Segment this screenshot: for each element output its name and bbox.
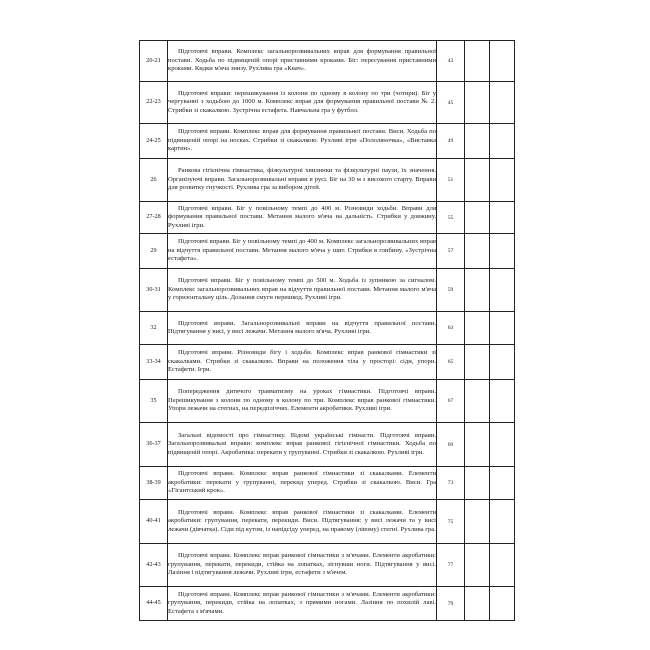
- empty-cell: [490, 380, 515, 423]
- page-number-cell: 75: [437, 500, 465, 544]
- empty-cell: [490, 312, 515, 345]
- page-number-cell: 67: [437, 380, 465, 423]
- lesson-number-cell: 40-41: [140, 500, 168, 544]
- empty-cell: [465, 159, 490, 202]
- empty-cell: [465, 380, 490, 423]
- lesson-number-cell: 42-43: [140, 544, 168, 587]
- lesson-content-cell: Підготовчі вправи. Біг у повільному темпі до 400 м. Комплекс загальнорозвивальних вправ на відчуття правильної постави. Метання малого м'яча у шит. Стрибки в глибину. «Зустрічна естафета».: [168, 234, 437, 269]
- lesson-number-cell: 22-23: [140, 82, 168, 124]
- lesson-number-cell: 36-37: [140, 423, 168, 467]
- lesson-content-cell: Підготовчі вправи. Комплекс вправ ранкової гімнастики зі скакалками. Елементи акробатики: перекати у групуванні, перекид уперед. Стрибки зі скакалкою. Виси. Гра «Гігантський крок».: [168, 467, 437, 500]
- page-number-cell: 43: [437, 41, 465, 82]
- lesson-number-cell: 27-28: [140, 202, 168, 234]
- table-row: [140, 587, 515, 621]
- lesson-content-cell: Попередження дитячого травматизму на уроках гімнастики. Підготовчі вправи. Перешикування з колони по одному в колону по три. Комплекс вправ ранкової гімнастики. Упори лежачи на стегнах, на передпліччях. Елементи акробатики. Рухливі ігри.: [168, 380, 437, 423]
- empty-cell: [465, 234, 490, 269]
- page-number-cell: 77: [437, 544, 465, 587]
- empty-cell: [490, 159, 515, 202]
- table-row: [140, 380, 515, 423]
- table-row: [140, 345, 515, 380]
- empty-cell: [465, 423, 490, 467]
- empty-cell: [490, 587, 515, 621]
- lesson-content-cell: Підготовчі вправи. Комплекс загальнорозвивальних вправ для формування правильної постави. Ходьба по підвищеній опорі приставними кроками. Біг: пересування приставними кроками. Кидки м'яча знизу. Рухлива гра «Квач».: [168, 41, 437, 82]
- page-number-cell: 49: [437, 124, 465, 159]
- lesson-content-cell: Підготовчі вправи. Біг у повільному темпі до 500 м. Ходьба із зупинкою за сигналом. Комплекс загальнорозвивальних вправ на відчуття правильної постави. Метання малого м'яча у горизонтальну ціль. Долання смуги перешкод. Рухливі ігри.: [168, 269, 437, 312]
- empty-cell: [465, 202, 490, 234]
- lesson-number-cell: 38-39: [140, 467, 168, 500]
- empty-cell: [465, 312, 490, 345]
- empty-cell: [490, 544, 515, 587]
- lesson-content-cell: Підготовчі вправи. Загальнорозвивальні вправи на відчуття правильної постави. Підтягування у висі, у висі лежачи. Метання малого м'яча. Рухливі ігри.: [168, 312, 437, 345]
- page-number-cell: 57: [437, 234, 465, 269]
- table-row: [140, 41, 515, 82]
- table-row: [140, 269, 515, 312]
- table-row: [140, 202, 515, 234]
- lesson-plan-table: [139, 40, 515, 621]
- empty-cell: [465, 587, 490, 621]
- page-number-cell: 51: [437, 159, 465, 202]
- lesson-number-cell: 44-45: [140, 587, 168, 621]
- page-number-cell: 65: [437, 345, 465, 380]
- lesson-content-cell: Підготовчі вправи. Біг у повільному темпі до 400 м. Різновиди ходьби. Вправи для формування правильної постави. Метання малого м'яча на дальність. Стрибки у довжину. Рухливі ігри.: [168, 202, 437, 234]
- lesson-content-cell: Підготовчі вправи. Комплекс вправ для формування правильної постави. Виси. Ходьба по підвищеній опорі на носках. Стрибки зі скакалкою. Рухливі ігри «Пололяночка», «Виставка картин».: [168, 124, 437, 159]
- page-number-cell: 59: [437, 269, 465, 312]
- empty-cell: [490, 41, 515, 82]
- lesson-content-cell: Підготовчі вправи: перешикування із колони по одному в колону по три (чотири). Біг у чергуванні з ходьбою до 1000 м. Комплекс вправ для формування правильної постави № 2. Стрибки зі скакалкою. Зустрічна естафета. Навчальна гра у футбол.: [168, 82, 437, 124]
- table-row: [140, 312, 515, 345]
- lesson-content-cell: Підготовчі вправи. Різновиди бігу і ходьби. Комплекс вправ ранкової гімнастики зі скакалками. Стрибки зі скакалкою. Вправи на положення тіла у просторі: сіди, упори. Естафети. Ігри.: [168, 345, 437, 380]
- empty-cell: [490, 500, 515, 544]
- lesson-plan-table-body: [140, 41, 515, 621]
- empty-cell: [490, 423, 515, 467]
- page-number-cell: 45: [437, 82, 465, 124]
- empty-cell: [490, 124, 515, 159]
- empty-cell: [490, 202, 515, 234]
- table-row: [140, 423, 515, 467]
- empty-cell: [490, 234, 515, 269]
- lesson-number-cell: 24-25: [140, 124, 168, 159]
- empty-cell: [490, 345, 515, 380]
- lesson-content-cell: Ранкова гігієнічна гімнастика, фізкультурні хвилинки та фізкультурні паузи, їх значення. Організуючі вправи. Загальнорозвивальні вправи в русі. Біг на 30 м з високого старту. Вправи для розвитку гнучкості. Рухлива гра за вибором дітей.: [168, 159, 437, 202]
- empty-cell: [465, 82, 490, 124]
- empty-cell: [490, 467, 515, 500]
- page-number-cell: 63: [437, 312, 465, 345]
- empty-cell: [490, 82, 515, 124]
- empty-cell: [490, 269, 515, 312]
- empty-cell: [465, 41, 490, 82]
- page-number-cell: 79: [437, 587, 465, 621]
- lesson-content-cell: Підготовчі вправи. Комплекс вправ ранкової гімнастики зі скакалками. Елементи акробатики: групування, перекати, перекиди. Виси. Підтягування: у висі лежачи та у висі лежачи (дівчатка). Сіди під кутом, із напідсіду уперед, на правому (лівому) стегні. Рухлива гра.: [168, 500, 437, 544]
- page-number-cell: 73: [437, 467, 465, 500]
- empty-cell: [465, 345, 490, 380]
- page-number-cell: 55: [437, 202, 465, 234]
- lesson-number-cell: 29: [140, 234, 168, 269]
- lesson-number-cell: 30-31: [140, 269, 168, 312]
- empty-cell: [465, 544, 490, 587]
- page-number-cell: 69: [437, 423, 465, 467]
- lesson-number-cell: 20-21: [140, 41, 168, 82]
- table-row: [140, 500, 515, 544]
- table-row: [140, 159, 515, 202]
- empty-cell: [465, 124, 490, 159]
- table-row: [140, 124, 515, 159]
- lesson-number-cell: 26: [140, 159, 168, 202]
- lesson-content-cell: Підготовчі вправи. Комплекс вправ ранкової гімнастики з м'ячами. Елементи акробатики: групування, перекиди, стійка на лопатках, з прямими ногами. Лазіння по похилій лаві. Естафета з м'ячами.: [168, 587, 437, 621]
- lesson-number-cell: 35: [140, 380, 168, 423]
- lesson-content-cell: Підготовчі вправи. Комплекс вправ ранкової гімнастики з м'ячами. Елементи акробатики: групування, перекати, перекиди, стійка на лопатках, зігнувши ноги. Підтягування у висі. Лазіння і підтягування лежачи. Рухливі ігри, естафети з м'ячем.: [168, 544, 437, 587]
- lesson-number-cell: 32: [140, 312, 168, 345]
- empty-cell: [465, 269, 490, 312]
- lesson-content-cell: Загальні відомості про гімнастику. Відомі українські гімнасти. Підготовчі вправи. Загальнорозвивальні вправи: комплекс вправ ранкової гігієнічної гімнастики. Ходьба по підвищеній опорі. Акробатика: перекати у групуванні. Стрибки зі скакалкою. Рухливі ігри.: [168, 423, 437, 467]
- lesson-number-cell: 33-34: [140, 345, 168, 380]
- empty-cell: [465, 500, 490, 544]
- table-row: [140, 544, 515, 587]
- empty-cell: [465, 467, 490, 500]
- table-row: [140, 234, 515, 269]
- table-row: [140, 82, 515, 124]
- table-row: [140, 467, 515, 500]
